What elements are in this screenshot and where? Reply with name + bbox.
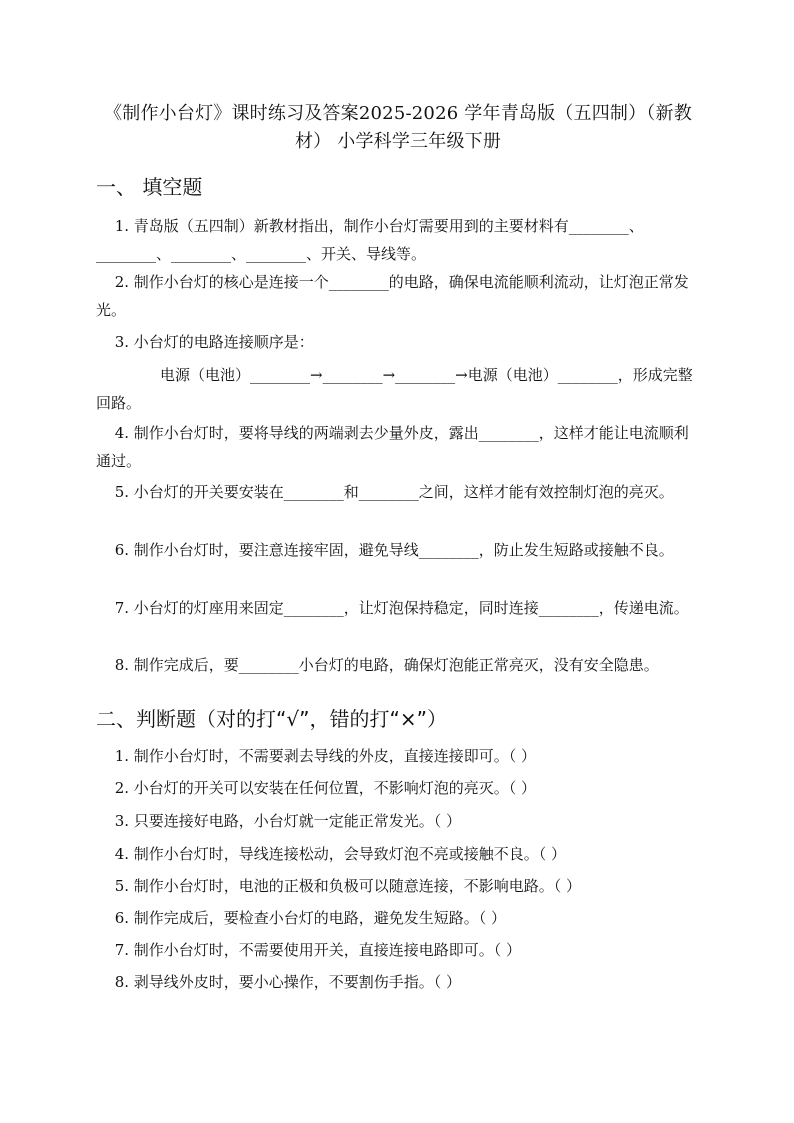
judge-question-3 [96,809,700,833]
question-text: 电源（电池）________→________→________→电源（电池）________，形成完整回路。 [96,366,693,412]
question-number: 8. [114,973,129,991]
question-text: 制作完成后，要________小台灯的电路，确保灯泡能正常亮灭，没有安全隐患。 [133,656,659,674]
question-number: 7. [114,941,129,959]
question-text: 制作完成后，要检查小台灯的电路，避免发生短路。（ ） [133,909,507,927]
question-number: 8. [114,656,129,674]
fill-question-2 [96,268,700,324]
judge-question-2 [96,776,700,800]
question-number: 3. [114,812,129,830]
fill-question-8 [96,651,700,679]
judge-question-4 [96,842,700,866]
question-text: 只要连接好电路，小台灯就一定能正常发光。（ ） [133,812,462,830]
fill-question-3-sequence [96,361,700,417]
fill-question-5 [96,478,700,506]
fill-question-3 [96,328,700,356]
judge-question-8 [96,970,700,994]
question-number: 2. [114,779,129,797]
question-number: 6. [114,541,129,559]
question-text: 小台灯的开关要安装在________和________之间，这样才能有效控制灯泡的亮灭。 [133,483,674,501]
section-heading-true-false: 二、判断题（对的打“√”，错的打“×”） [96,707,447,731]
judge-question-7 [96,938,700,962]
question-text: 制作小台灯时，不需要剥去导线的外皮，直接连接即可。（ ） [133,747,537,765]
question-number: 4. [114,424,129,442]
question-number: 5. [114,483,129,501]
question-text: 制作小台灯时，不需要使用开关，直接连接电路即可。（ ） [133,941,522,959]
document-title: 《制作小台灯》课时练习及答案2025-2026 学年青岛版（五四制）（新教材） 小学科学三年级下册 [104,103,692,152]
question-number: 4. [114,845,129,863]
question-number: 6. [114,909,129,927]
question-text: 制作小台灯时，导线连接松动，会导致灯泡不亮或接触不良。（ ） [133,845,567,863]
question-text: 小台灯的电路连接顺序是： [133,333,314,351]
question-number: 5. [114,877,129,895]
question-number: 7. [114,599,129,617]
question-text: 制作小台灯时，要注意连接牢固，避免导线________，防止发生短路或接触不良。 [133,541,674,559]
question-number: 2. [114,273,129,291]
question-text: 制作小台灯时，电池的正极和负极可以随意连接，不影响电路。（ ） [133,877,582,895]
question-text: 小台灯的开关可以安装在任何位置，不影响灯泡的亮灭。（ ） [133,779,537,797]
section-heading-fill-in: 一、 填空题 [96,175,203,199]
question-text: 剥导线外皮时，要小心操作，不要割伤手指。（ ） [133,973,462,991]
question-number: 3. [114,333,129,351]
question-number: 1. [114,747,129,765]
judge-question-5 [96,874,700,898]
question-text: 制作小台灯的核心是连接一个________的电路，确保电流能顺利流动，让灯泡正常发光。 [96,273,689,319]
fill-question-1 [96,212,700,268]
fill-question-6 [96,536,700,564]
question-text: 小台灯的灯座用来固定________，让灯泡保持稳定，同时连接________，传递电流。 [133,599,689,617]
fill-question-4 [96,419,700,475]
question-text: 青岛版（五四制）新教材指出，制作小台灯需要用到的主要材料有________、________、________、________、开关、导线等。 [96,217,644,263]
question-text: 制作小台灯时，要将导线的两端剥去少量外皮，露出________，这样才能让电流顺利通过。 [96,424,689,470]
judge-question-1 [96,744,700,768]
question-number: 1. [114,217,129,235]
judge-question-6 [96,906,700,930]
fill-question-7 [96,594,700,622]
